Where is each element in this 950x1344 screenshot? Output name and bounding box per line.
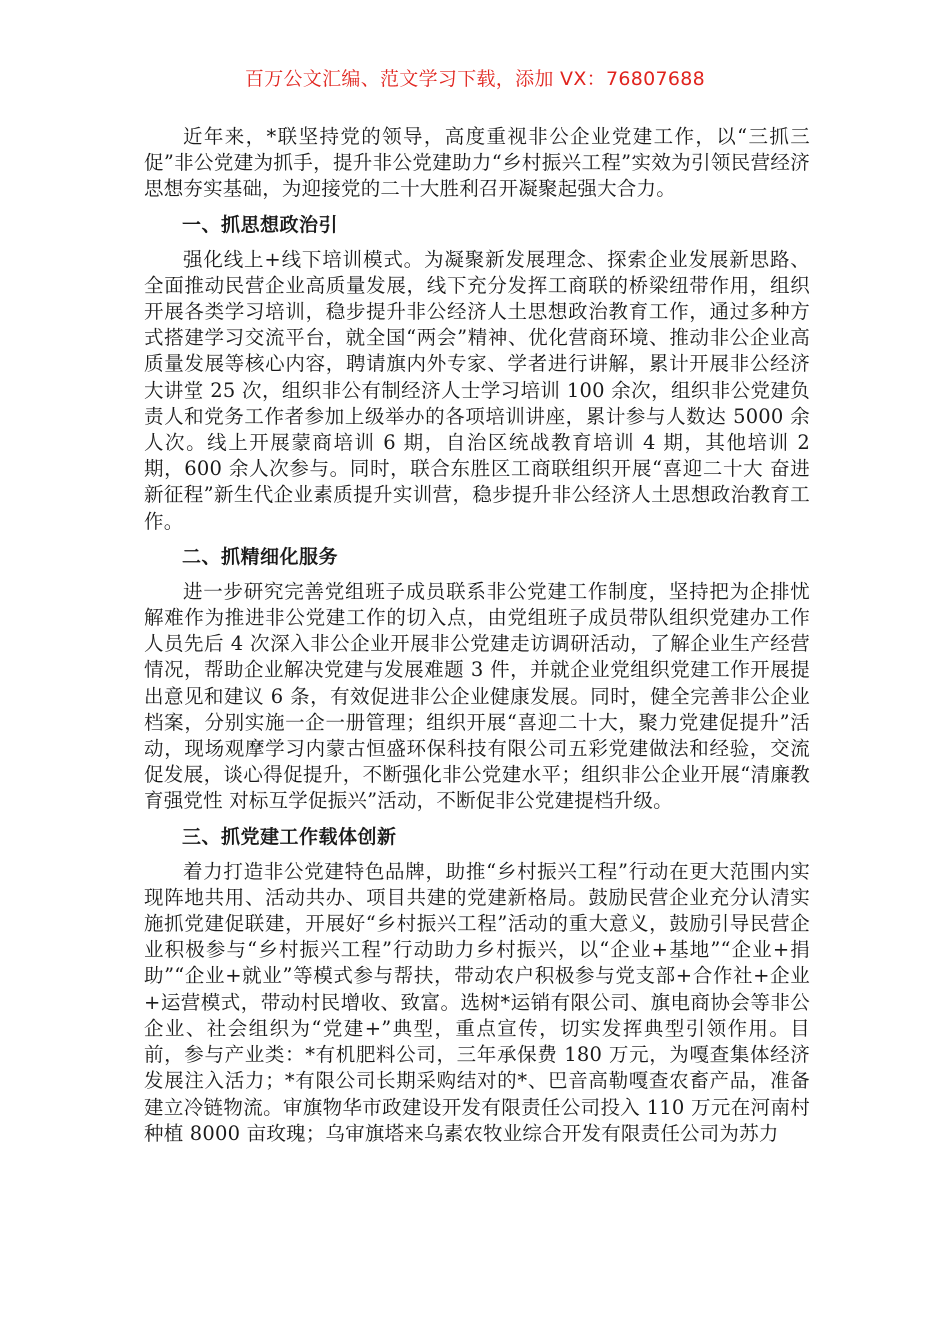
section-paragraph: 强化线上+线下培训模式。为凝聚新发展理念、探索企业发展新思路、全面推动民营企业高质量发展，线下充分发挥工商联的桥梁纽带作用，组织开展各类学习培训，稳步提升非公经济人土思想政治教育工作，通过多种方式搭建学习交流平台，就全国“两会”精神、优化营商环境、推动非公企业高质量发展等核心内容，聘请旗内外专家、学者进行讲解，累计开展非公经济大讲堂 25 次，组织非公有制经济人士学习培训 100 余次，组织非公党建负责人和党务工作者参加上级举办的各项培训讲座，累计参与人数达 5000 余人次。线上开展蒙商培训 6 期，自治区统战教育培训 4 期，其他培训 2 期，600 余人次参与。同时，联合东胜区工商联组织开展“喜迎二十大 奋进新征程”新生代企业素质提升实训营，稳步提升非公经济人土思想政治教育工作。 — [144, 247, 810, 533]
document-body — [144, 124, 810, 1147]
section-2 — [144, 543, 810, 815]
section-paragraph: 进一步研究完善党组班子成员联系非公党建工作制度，坚持把为企排忧解难作为推进非公党建工作的切入点，由党组班子成员带队组织党建办工作人员先后 4 次深入非公企业开展非公党建走访调研活动，了解企业生产经营情况，帮助企业解决党建与发展难题 3 件，并就企业党组织党建工作开展提出意见和建议 6 条，有效促进非公企业健康发展。同时，健全完善非公企业档案，分别实施一企一册管理；组织开展“喜迎二十大，聚力党建促提升”活动，现场观摩学习内蒙古恒盛环保科技有限公司五彩党建做法和经验，交流促发展，谈心得促提升，不断强化非公党建水平；组织非公企业开展“清廉教育强党性 对标互学促振兴”活动，不断促非公党建提档升级。 — [144, 579, 810, 813]
section-heading: 一、抓思想政治引 — [182, 213, 339, 236]
section-paragraph: 着力打造非公党建特色品牌，助推“乡村振兴工程”行动在更大范围内实现阵地共用、活动共办、项目共建的党建新格局。鼓励民营企业充分认清实施抓党建促联建，开展好“乡村振兴工程”活动的重大意义，鼓励引导民营企业积极参与“乡村振兴工程”行动助力乡村振兴，以“企业+基地”“企业+捐助”“企业+就业”等模式参与帮扶，带动农户积极参与党支部+合作社+企业+运营模式，带动村民增收、致富。选树*运销有限公司、旗电商协会等非公企业、社会组织为“党建+”典型，重点宣传，切实发挥典型引领作用。目前，参与产业类：*有机肥料公司，三年承保费 180 万元，为嘎查集体经济发展注入活力；*有限公司长期采购结对的*、巴音高勒嘎查农畜产品，准备建立冷链物流。审旗物华市政建设开发有限责任公司投入 110 万元在河南村种植 8000 亩玫瑰；乌审旗塔来乌素农牧业综合开发有限责任公司为苏力 — [144, 859, 810, 1145]
section-heading: 三、抓党建工作载体创新 — [182, 825, 397, 848]
section-heading: 二、抓精细化服务 — [182, 545, 339, 568]
section-1 — [144, 211, 810, 535]
intro-paragraph: 近年来，*联坚持党的领导，高度重视非公企业党建工作，以“三抓三促”非公党建为抓手，提升非公党建助力“乡村振兴工程”实效为引领民营经济思想夯实基础，为迎接党的二十大胜利召开凝聚起强大合力。 — [144, 125, 810, 201]
header-banner: 百万公文汇编、范文学习下载，添加 VX：76807688 — [244, 68, 706, 90]
section-3 — [144, 823, 810, 1147]
